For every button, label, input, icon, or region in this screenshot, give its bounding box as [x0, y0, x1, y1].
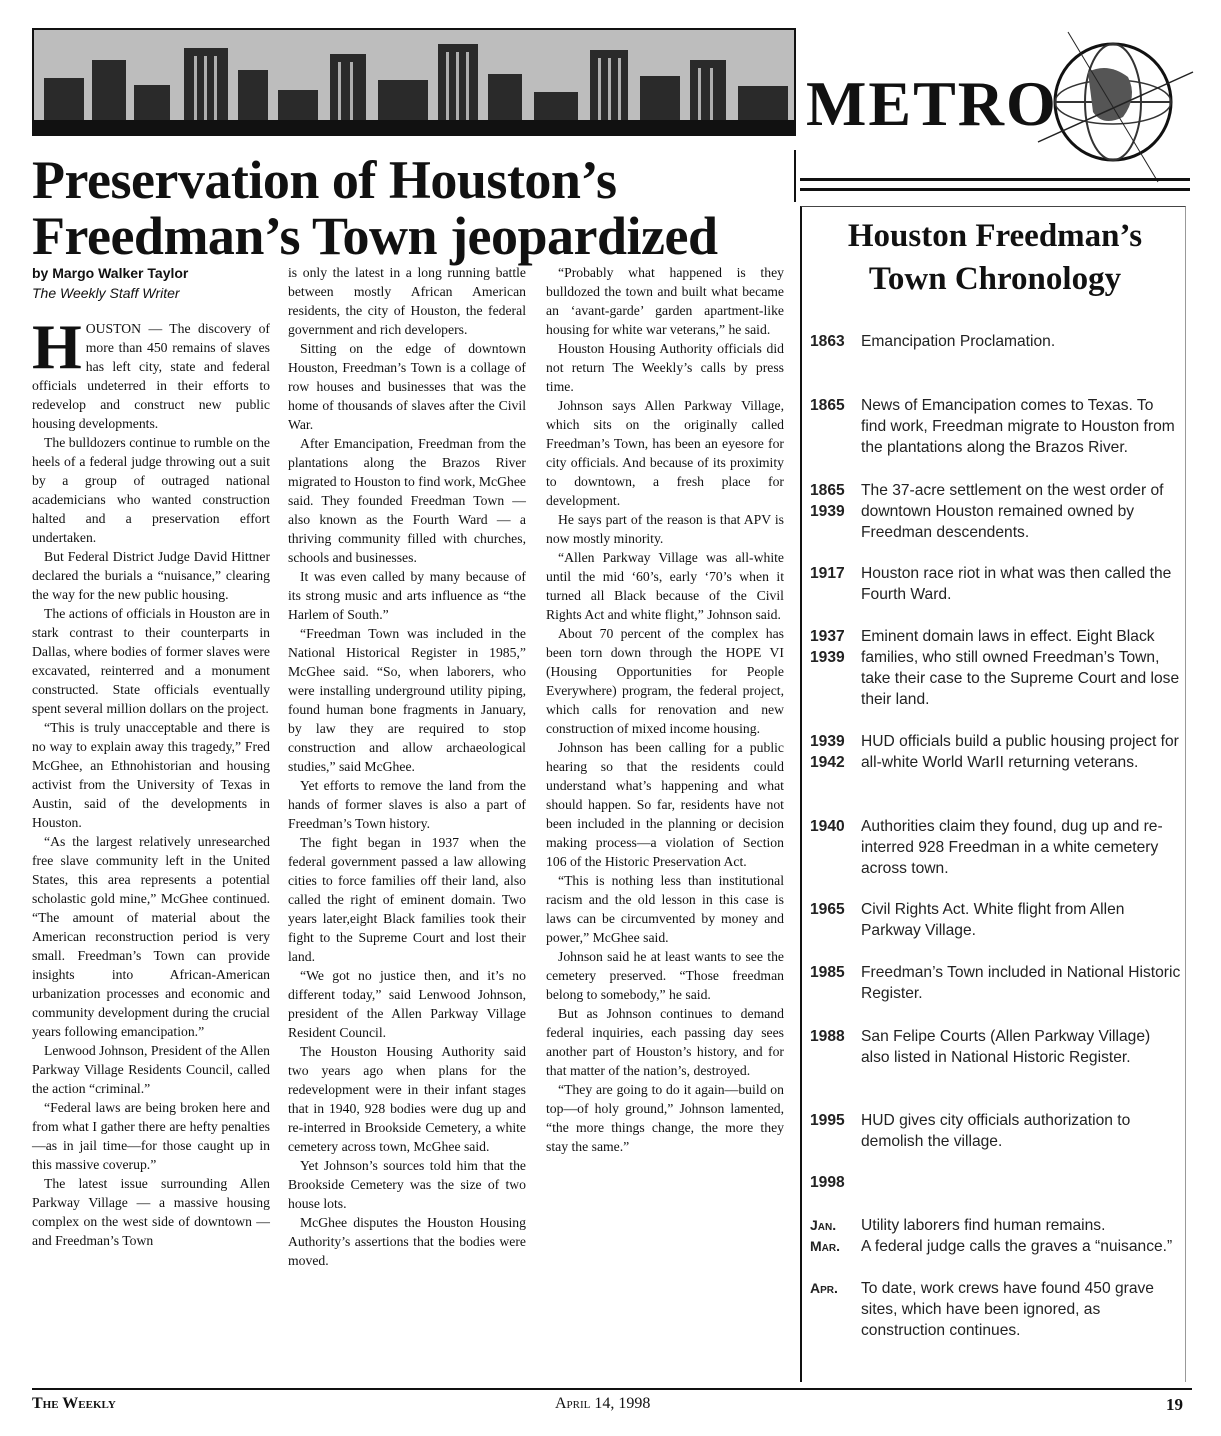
drop-cap: H	[32, 311, 82, 382]
entry-year: 1937	[810, 628, 845, 645]
article-paragraph: Yet Johnson’s sources told him that the Brookside Cemetery was the size of two house lots.	[288, 1158, 526, 1211]
article-paragraph: It was even called by many because of its strong music and arts influence as “the Harlem of South.”	[288, 569, 526, 622]
article-paragraph: “Allen Parkway Village was all-white until the mid ‘60’s, early ‘70’s when it turned all Black because of the Civil Rights Act and white flight,” Johnson said.	[546, 550, 784, 622]
globe-icon	[1028, 22, 1198, 192]
article-paragraph: McGhee disputes the Houston Housing Authority’s assertions that the bodies were moved.	[288, 1215, 526, 1268]
entry-year-end: 1942	[810, 754, 845, 771]
entry-year: 1863	[810, 333, 845, 350]
metro-rule	[800, 188, 1190, 191]
article-paragraph: “We got no justice then, and it’s no different today,” said Lenwood Johnson, president of the Allen Parkway Village Resident Council.	[288, 968, 526, 1040]
entry-text: News of Emancipation comes to Texas. To find work, Freedman migrate to Houston from the plantations along the Brazos River.	[861, 397, 1175, 456]
article-paragraph: “Probably what happened is they bulldozed the town and built what became an ‘avant-garde’ garden apartment-like housing for white war veterans,” he said.	[546, 265, 784, 337]
footer-rule	[32, 1388, 1192, 1390]
chronology-entry	[810, 1278, 1182, 1341]
entry-year: 1998	[810, 1174, 845, 1191]
chronology-entry	[810, 899, 1182, 941]
article-paragraph: The latest issue surrounding Allen Parkway Village — a massive housing complex on the west side of downtown — and Freedman’s Town	[32, 1176, 270, 1248]
article-paragraph: Johnson says Allen Parkway Village, which sits on the originally called Freedman’s Town, has been an eyesore for city officials. And because of its proximity to downtown, a fresh place for development.	[546, 398, 784, 508]
chronology-entry	[810, 395, 1182, 458]
chronology-entry	[810, 1215, 1182, 1236]
entry-month: Jan.	[810, 1217, 837, 1233]
headline-line: Freedman’s Town jeopardized	[32, 206, 718, 266]
article-paragraph: But Federal District Judge David Hittner declared the burials a “nuisance,” clearing the way for the new public housing.	[32, 549, 270, 602]
entry-text: Houston race riot in what was then called the Fourth Ward.	[861, 565, 1172, 603]
metro-rule	[800, 178, 1190, 181]
article-paragraph: “This is nothing less than institutional racism and the old lesson in this case is laws can be circumvented by money and power,” McGhee said.	[546, 873, 784, 945]
entry-text: HUD officials build a public housing project for all-white World WarII returning veterans.	[861, 733, 1179, 771]
chronology-entry	[810, 731, 1182, 773]
chronology-title-line: Town Chronology	[868, 261, 1122, 297]
entry-text: Civil Rights Act. White flight from Allen Parkway Village.	[861, 901, 1125, 939]
entry-text: Freedman’s Town included in National Historic Register.	[861, 964, 1181, 1002]
entry-year: 1988	[810, 1028, 845, 1045]
entry-year: 1995	[810, 1112, 845, 1129]
article-paragraph: Houston Housing Authority officials did not return The Weekly’s calls by press time.	[546, 341, 784, 394]
entry-year: 1965	[810, 901, 845, 918]
entry-text: To date, work crews have found 450 grave sites, which have been ignored, as construction continues.	[861, 1280, 1154, 1339]
article-paragraph: HOUSTON — The discovery of more than 450 remains of slaves has left city, state and federal officials undeterred in their efforts to redevelop and construct new public housing developments.	[32, 311, 270, 431]
chronology-entry	[810, 563, 1182, 605]
chronology-entry	[810, 1026, 1182, 1068]
section-title: METRO	[806, 68, 1058, 139]
article-paragraph: The Houston Housing Authority said two years ago when plans for the redevelopment were in their infant stages that in 1940, 928 bodies were dug up and re-interred in Brookside Cemetery, a white cemetery across town, McGhee said.	[288, 1044, 526, 1154]
chronology-title-line: Houston Freedman’s	[847, 218, 1143, 254]
article-paragraph: “Federal laws are being broken here and from what I gather there are hefty penalties—as in jail time—for those caught up in this massive coverup.”	[32, 1100, 270, 1172]
article-paragraph: Yet efforts to remove the land from the hands of former slaves is also a part of Freedman’s Town history.	[288, 778, 526, 831]
article-paragraph: “Freedman Town was included in the National Historical Register in 1985,” McGhee said. “So, when laborers, who were installing underground utility piping, found human bone fragments in January, by law they are required to stop construction and allow archaeological studies,” said McGhee.	[288, 626, 526, 774]
article-paragraph: The bulldozers continue to rumble on the heels of a federal judge throwing out a suit by a group of outraged national academicians who wanted construction halted and a preservation effort undertaken.	[32, 435, 270, 545]
headline	[32, 152, 792, 264]
entry-year: 1865	[810, 397, 845, 414]
byline-role: The Weekly Staff Writer	[32, 285, 180, 301]
entry-text: Eminent domain laws in effect. Eight Black families, who still owned Freedman’s Town, take their case to the Supreme Court and lose their land.	[861, 628, 1180, 708]
article-paragraph: Lenwood Johnson, President of the Allen Parkway Village Residents Council, called the action “criminal.”	[32, 1043, 270, 1096]
entry-year-end: 1939	[810, 649, 845, 666]
article-paragraph: Johnson said he at least wants to see the cemetery preserved. “Those freedman belong to somebody,” he said.	[546, 949, 784, 1002]
article-paragraph: The actions of officials in Houston are in stark contrast to their counterparts in Dallas, where bodies of former slaves were excavated, reinterred and a monument constructed. State officials eventually spent several million dollars on the project.	[32, 606, 270, 716]
article-paragraph: “This is truly unacceptable and there is no way to explain away this tragedy,” Fred McGhee, an Ethnohistorian and housing activist from the University of Texas in Austin, said of the developments in Houston.	[32, 720, 270, 830]
page-number: 19	[1166, 1395, 1183, 1414]
article-paragraph: Johnson has been calling for a public hearing so that the residents could understand what’s happening and what should happen. So far, residents have not been included in the planning or decision making process—a violation of Section 106 of the Historic Preservation Act.	[546, 740, 784, 869]
entry-month: Apr.	[810, 1280, 838, 1296]
article-column-1	[32, 263, 270, 1250]
metro-divider	[794, 150, 796, 202]
entry-year: 1985	[810, 964, 845, 981]
skyline-banner	[32, 28, 796, 136]
entry-month: Mar.	[810, 1238, 840, 1254]
footer-date: April 14, 1998	[555, 1395, 651, 1412]
entry-year: 1917	[810, 565, 845, 582]
article-paragraph: “As the largest relatively unresearched free slave community left in the United States, this area represents a potential scholastic gold mine,” McGhee continued. “The amount of material about the American reconstruction period is very small. Freedman’s Town can provide insights into African-American urbanization processes and economic and community development during the crucial years following emancipation.”	[32, 834, 270, 1039]
entry-text: San Felipe Courts (Allen Parkway Village) also listed in National Historic Register.	[861, 1028, 1151, 1066]
chronology-entry	[810, 480, 1182, 543]
article-paragraph: He says part of the reason is that APV is now mostly minority.	[546, 512, 784, 546]
entry-text: The 37-acre settlement on the west order of downtown Houston remained owned by Freedman descendents.	[861, 482, 1164, 541]
headline-line: Preservation of Houston’s	[32, 150, 617, 210]
article-column-3	[546, 263, 784, 1156]
skyline-illustration	[34, 30, 794, 134]
entry-text: Authorities claim they found, dug up and re-interred 928 Freedman in a white cemetery across town.	[861, 818, 1163, 877]
entry-text: A federal judge calls the graves a “nuisance.”	[861, 1238, 1173, 1255]
footer-publication: The Weekly	[32, 1395, 116, 1412]
entry-text: Utility laborers find human remains.	[861, 1217, 1106, 1234]
entry-year: 1865	[810, 482, 845, 499]
article-column-2	[288, 263, 526, 1270]
chronology-box	[800, 206, 1186, 1382]
chronology-entry	[810, 1110, 1182, 1152]
chronology-entry	[810, 816, 1182, 879]
chronology-entry	[810, 626, 1182, 710]
chronology-entry	[810, 962, 1182, 1004]
article-paragraph: Sitting on the edge of downtown Houston, Freedman’s Town is a collage of row houses and businesses that was the home of thousands of slaves after the Civil War.	[288, 341, 526, 432]
chronology-entry	[810, 331, 1182, 352]
article-paragraph: About 70 percent of the complex has been torn down through the HOPE VI (Housing Opportunities for People Everywhere) program, the federal project, which calls for renovation and new construction of mixed income housing.	[546, 626, 784, 736]
article-paragraph: After Emancipation, Freedman from the plantations along the Brazos River migrated to Houston to find work, McGhee said. They founded Freedman Town — also known as the Fourth Ward — a thriving community filled with churches, schools and businesses.	[288, 436, 526, 565]
article-paragraph: But as Johnson continues to demand federal inquiries, each passing day sees another part of Houston’s history, and for that matter of the nation’s, destroyed.	[546, 1006, 784, 1078]
entry-year-end: 1939	[810, 503, 845, 520]
article-paragraph: The fight began in 1937 when the federal government passed a law allowing cities to force families off their land, also called the right of eminent domain. Two years later,eight Black families took their fight to the Supreme Court and lost their land.	[288, 835, 526, 964]
entry-year: 1940	[810, 818, 845, 835]
entry-text: Emancipation Proclamation.	[861, 333, 1056, 350]
entry-text: HUD gives city officials authorization to demolish the village.	[861, 1112, 1131, 1150]
chronology-entry	[810, 1236, 1182, 1257]
entry-year: 1939	[810, 733, 845, 750]
article-paragraph: “They are going to do it again—build on top—of holy ground,” Johnson lamented, “the more things change, the more they stay the same.”	[546, 1082, 784, 1154]
chronology-title	[802, 215, 1188, 301]
article-paragraph: is only the latest in a long running battle between mostly African American residents, the city of Houston, the federal government and rich developers.	[288, 265, 526, 337]
byline-author: by Margo Walker Taylor	[32, 265, 189, 281]
